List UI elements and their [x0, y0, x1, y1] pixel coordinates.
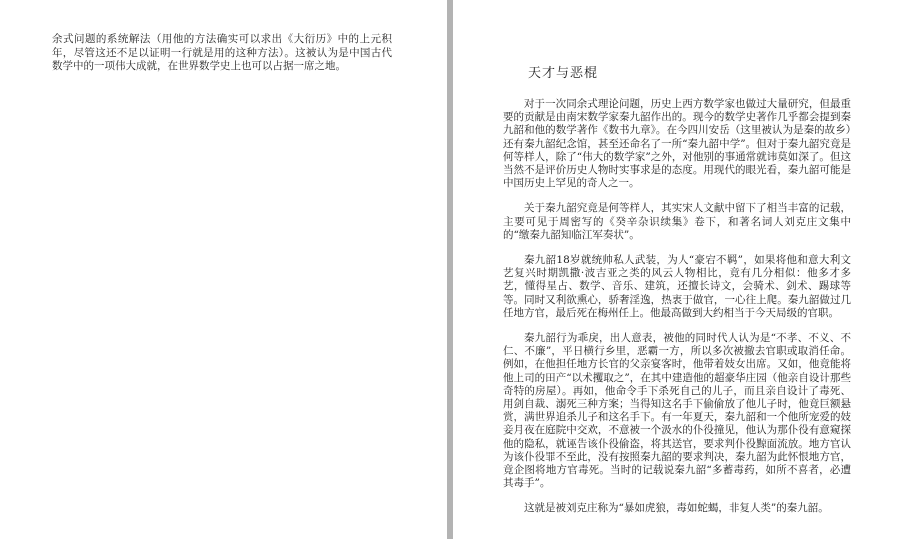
body-paragraph-2: 关于秦九韶究竟是何等样人，其实宋人文献中留下了相当丰富的记载，主要可见于周密写的《癸辛杂识续集》卷下，和著名词人刘克庄文集中的“缴秦九韶知临江军奏状”。: [503, 202, 851, 241]
left-page-paragraph: 余式问题的系统解法（用他的方法确实可以求出《大衍历》中的上元积年，尽管这还不足以证明一行就是用的这种方法）。这被认为是中国古代数学中的一项伟大成就，在世界数学史上也可以占据一席之地。: [52, 33, 392, 72]
body-paragraph-5: 这就是被刘克庄称为“暴如虎狼，毒如蛇蝎，非复人类”的秦九韶。: [524, 502, 829, 515]
body-paragraph-4: 秦九韶行为乖戾，出人意表，被他的同时代人认为是“不孝、不义、不仁、不廉”，平日横行乡里，恶霸一方，所以多次被撤去官职或取消任命。例如，在他担任地方长官的父亲宴客时，他带着妓女出席。又如，他竟能将他上司的田产“以术攫取之”，在其中建造他的超豪华庄园（他亲自设计那些奇特的房屋）。再如，他命令手下杀死自己的儿子，而且亲自设计了毒死、用剑自裁、溺死三种方案；当得知这名手下偷偷放了他儿子时，他竟巨额悬赏，满世界追杀儿子和这名手下。有一年夏天，秦九韶和一个他所宠爱的妓妾月夜在庭院中交欢，不意被一个汲水的仆役撞见，他认为那仆役有意窥探他的隐私，就诬告该仆役偷盗，将其送官，要求判仆役黥面流放。地方官认为该仆役罪不至此，没有按照秦九韶的要求判决，秦九韶为此怀恨地方官，竟企图将地方官毒死。当时的记载说秦九韶“多蓄毒药，如所不喜者，必遭其毒手”。: [503, 332, 851, 490]
body-paragraph-1: 对于一次同余式理论问题，历史上西方数学家也做过大量研究，但最重要的贡献是由南宋数学家秦九韶作出的。现今的数学史著作几乎都会提到秦九韶和他的数学著作《数书九章》。在今四川安岳（这里被认为是秦的故乡）还有秦九韶纪念馆，甚至还命名了一所“秦九韶中学”。但对于秦九韶究竟是何等样人，除了“伟大的数学家”之外，对他别的事通常就讳莫如深了。但这当然不是评价历史人物时实事求是的态度。用现代的眼光看，秦九韶可能是中国历史上罕见的奇人之一。: [503, 98, 851, 190]
body-paragraph-3: 秦九韶18岁就统帅私人武装，为人“豪宕不羁”，如果将他和意大利文艺复兴时期凯撒·波吉亚之类的风云人物相比，竟有几分相似：他多才多艺，懂得星占、数学、音乐、建筑，还擅长诗文，会骑术、剑术、踢球等等。同时又利欲熏心，骄奢淫逸，热衷于做官，一心往上爬。秦九韶做过几任地方官，最后死在梅州任上。他最高做到大约相当于今天局级的官职。: [503, 254, 851, 319]
right-page: [453, 0, 900, 539]
chapter-title: 天才与恶棍: [528, 66, 599, 81]
chapter-body: [503, 98, 851, 528]
left-page: [0, 0, 447, 539]
